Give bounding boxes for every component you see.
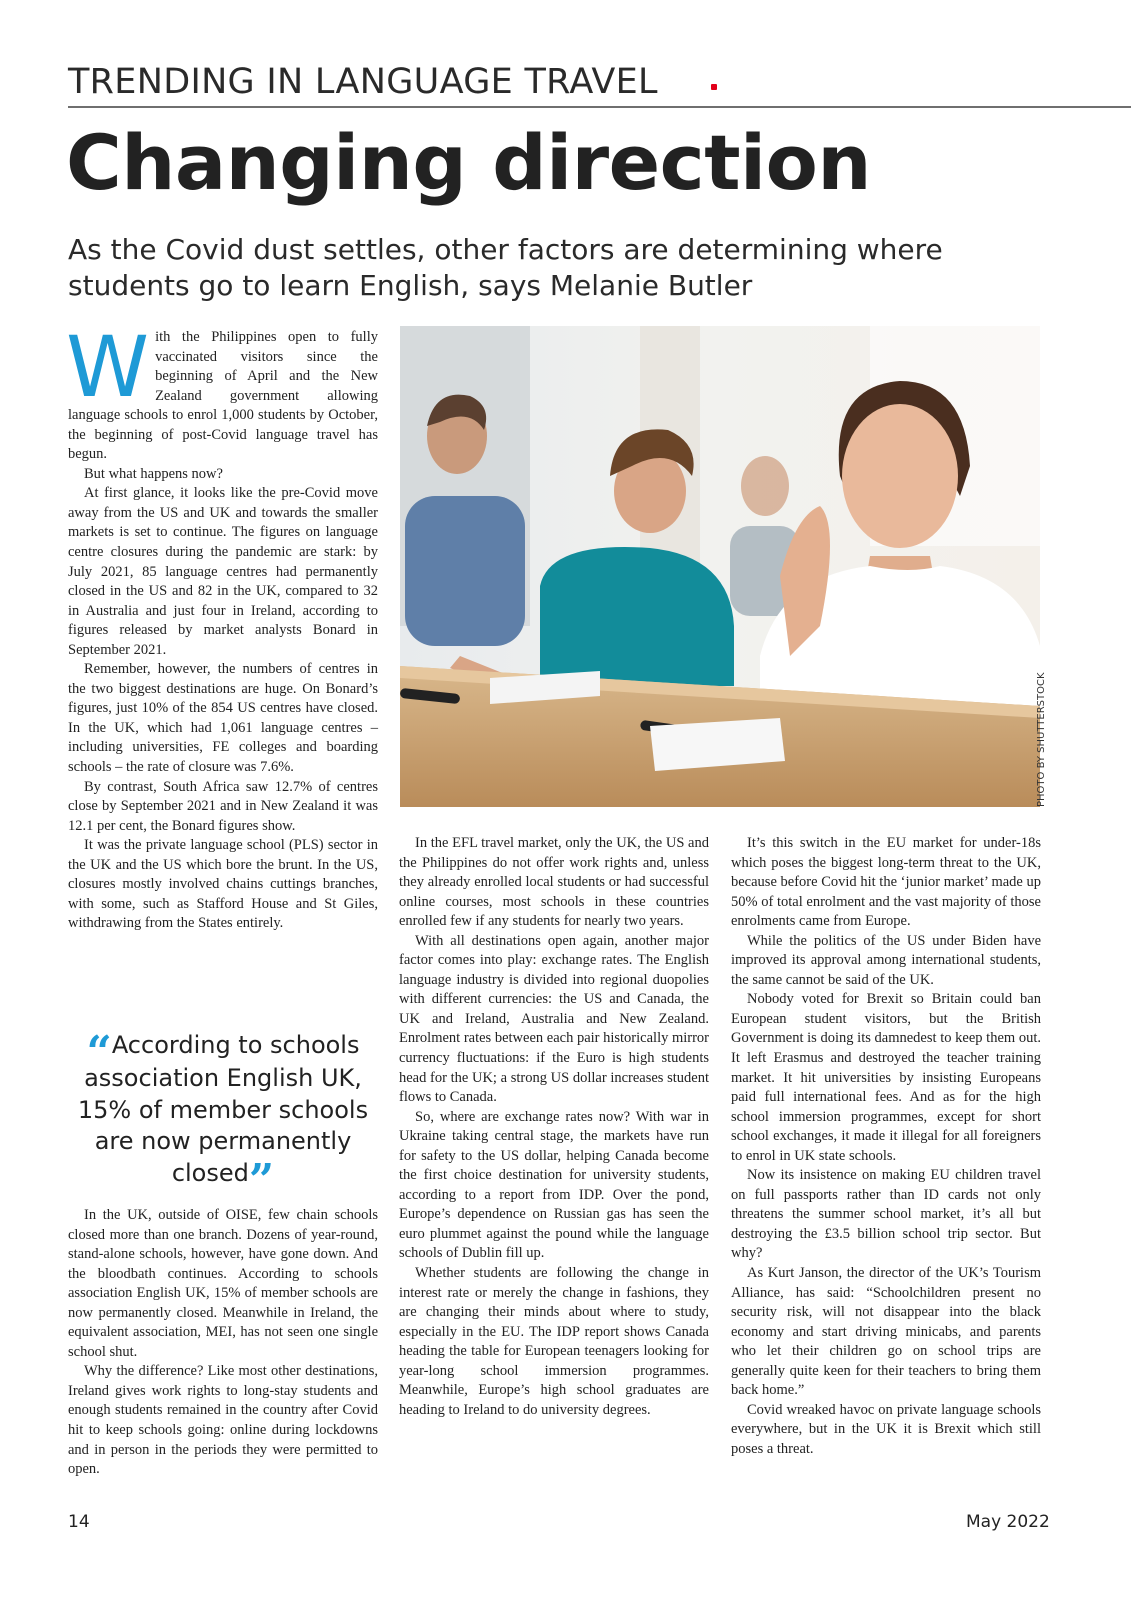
paragraph: While the politics of the US under Biden have improved its approval among international students, the same cannot be said of the UK. [731, 932, 1041, 988]
paragraph: Covid wreaked havoc on private language schools everywhere, but in the UK it is Brexit which still poses a threat. [731, 1401, 1041, 1457]
paragraph: Whether students are following the change in interest rate or merely the change in fashions, they are changing their minds about where to study, especially in the EU. The IDP report shows Canada heading the table for European teenagers looking for year-long school immersion programmes. Meanwhile, Europe’s high school graduates are heading to Ireland to do university degrees. [399, 1265, 709, 1418]
paragraph: Why the difference? Like most other destinations, Ireland gives work rights to long-stay students and enough students remained in the country after Covid hit to keep schools going: online during lockdowns and in person in the periods they were permitted to open. [68, 1363, 378, 1478]
header-rule [68, 106, 1131, 108]
paragraph: In the EFL travel market, only the UK, the US and the Philippines do not offer work rights and, unless they already enrolled local students or had successful online courses, most schools in these countries enrolled few if any students for nearly two years. [399, 835, 709, 930]
kicker-accent-dot [711, 84, 717, 90]
paragraph: Nobody voted for Brexit so Britain could ban European student visitors, but the British Government is doing its damnedest to keep them out. It left Erasmus and destroyed the teacher training market. It hit universities by insisting Europeans paid full international fees. And as for the high school immersion programmes, except for short school exchanges, it made it illegal for all foreigners to enrol in UK state schools. [731, 991, 1041, 1164]
classroom-photo-illustration [400, 326, 1040, 807]
drop-cap: W [66, 318, 150, 416]
paragraph: With all destinations open again, another major factor comes into play: exchange rates. The English language industry is divided into regional duopolies with different currencies: the US and Canada, the UK and Ireland, Australia and New Zealand. Enrolment rates between each pair historically mirror currency fluctuations: if the Euro is high students head for the UK; a strong US dollar increases student flows to Canada. [399, 932, 710, 1106]
paragraph: It was the private language school (PLS) sector in the UK and the US which bore the brunt. In the US, closures mostly involved chains cuttings branches, with some, such as Stafford House and St Giles, withdrawing from the States entirely. [68, 837, 378, 932]
paragraph: With the Philippines open to fully vaccinated visitors since the beginning of April and the New Zealand government allowing language schools to enrol 1,000 students by October, the beginning of post-Covid language travel has begun. [66, 318, 378, 463]
article-standfirst: As the Covid dust settles, other factors are determining where students go to learn English, says Melanie Butler [68, 233, 943, 302]
article-column-2 [399, 834, 709, 1420]
paragraph: So, where are exchange rates now? With war in Ukraine taking central stage, the markets have run for safety to the US dollar, helping Canada become the first choice destination for university students, according to a report from IDP. Over the pond, Europe’s dependence on Russian gas has seen the euro plummet against the pound while the language schools of Dublin fill up. [399, 1108, 709, 1262]
paragraph: In the UK, outside of OISE, few chain schools closed more than one branch. Dozens of year-round, stand-alone schools, however, have gone down. And the bloodbath continues. According to schools association English UK, 15% of member schools are now permanently closed. Meanwhile in Ireland, the equivalent association, MEI, has not seen one single school shut. [68, 1207, 378, 1360]
article-column-1-top [66, 318, 378, 934]
section-kicker: TRENDING IN LANGUAGE TRAVEL [68, 62, 658, 102]
article-column-1-bottom [68, 1206, 378, 1480]
article-headline: Changing direction [66, 118, 871, 207]
paragraph: By contrast, South Africa saw 12.7% of centres close by September 2021 and in New Zealand it was 12.1 per cent, the Bonard figures show. [68, 778, 378, 834]
issue-date: May 2022 [966, 1512, 1050, 1532]
paragraph: Remember, however, the numbers of centres in the two biggest destinations are huge. On Bonard’s figures, just 10% of the 854 US centres have closed. In the UK, which had 1,061 language centres – including universities, FE colleges and boarding schools – the rate of closure was 7.6%. [68, 661, 378, 776]
paragraph: As Kurt Janson, the director of the UK’s Tourism Alliance, has said: “Schoolchildren present no security risk, will not disappear into the black economy and start driving minicabs, and parents who let their children go on school trips are generally quite keen for their teachers to bring them back home.” [731, 1265, 1041, 1399]
paragraph: Now its insistence on making EU children travel on full passports rather than ID cards not only threatens the summer school market, it’s all but destroying the £3.5 billion school trip sector. But why? [731, 1167, 1041, 1262]
paragraph: At first glance, it looks like the pre-Covid move away from the US and UK and towards the smaller markets is set to continue. The figures on language centre closures during the pandemic are stark: by July 2021, 85 language centres had permanently closed in the US and 82 in the UK, compared to 32 in Australia and just four in Ireland, according to figures released by market analysts Bonard in September 2021. [68, 485, 378, 658]
photo-credit: PHOTO BY SHUTTERSTOCK [1036, 672, 1047, 807]
paragraph: It’s this switch in the EU market for under-18s which poses the biggest long-term threat to the UK, because before Covid hit the ‘junior market’ made up 50% of total enrolment and the vast majority of those enrolments came from Europe. [731, 835, 1041, 930]
classroom-photo [400, 326, 1040, 807]
paragraph: But what happens now? [84, 465, 223, 482]
page-number: 14 [68, 1512, 90, 1532]
pull-quote [68, 1027, 378, 1206]
article-column-3 [731, 834, 1041, 1460]
pull-quote-text: According to schools association English UK, 15% of member schools are now permanently closed [77, 1031, 369, 1187]
close-quote-icon: ” [248, 1154, 275, 1206]
open-quote-icon: “ [86, 1027, 112, 1078]
